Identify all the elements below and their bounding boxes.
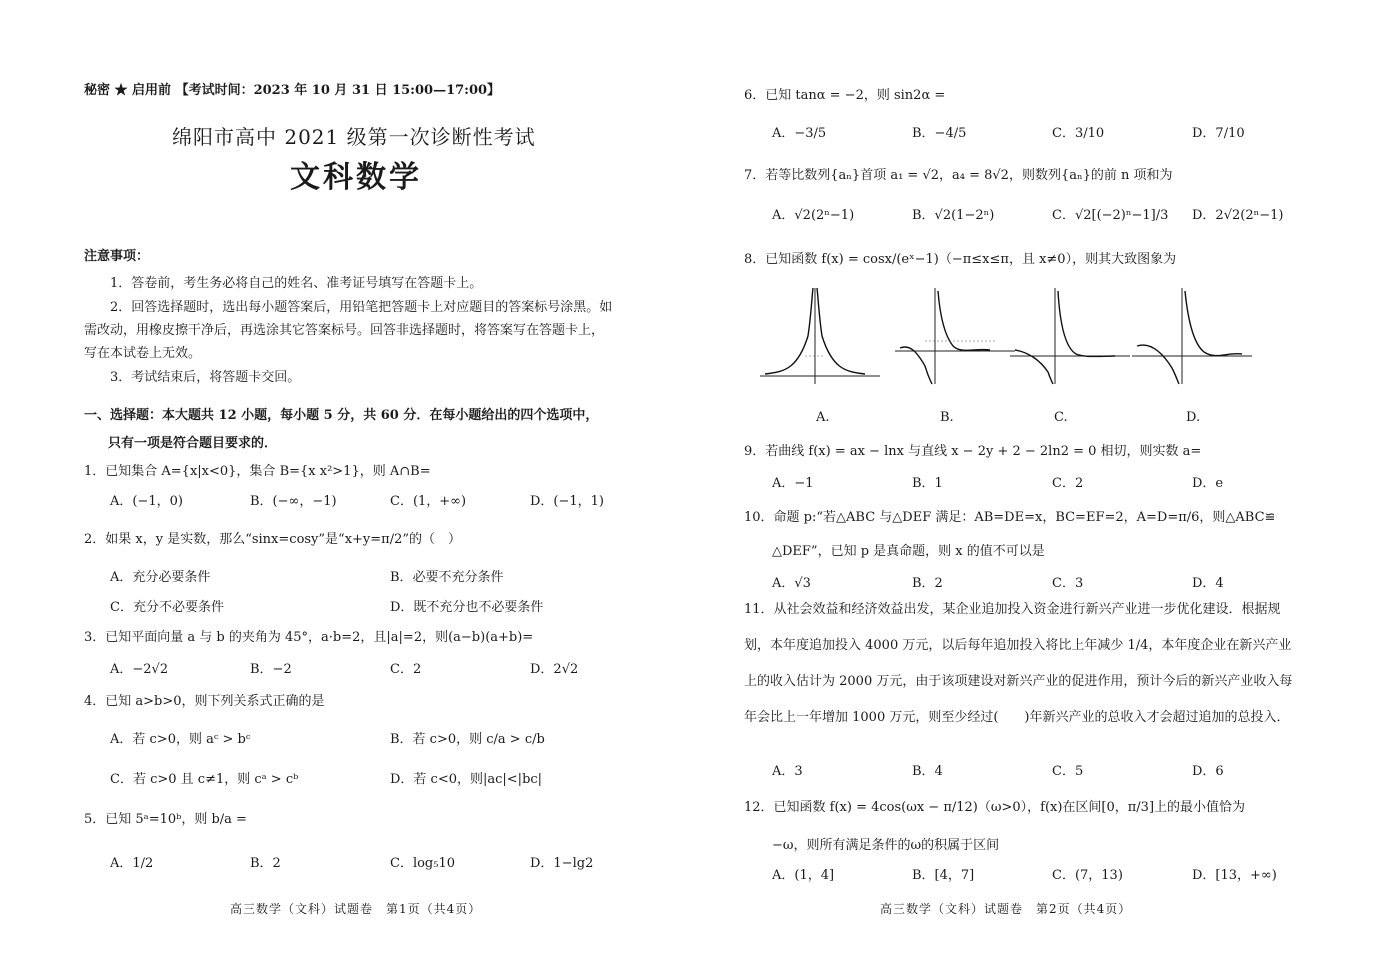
q9-option-a: A．−1 [772,476,814,491]
question-12-line2: −ω，则所有满足条件的ω的积属于区间 [772,838,1000,853]
question-2: 2．如果 x，y 是实数，那么“sinx=cosy”是“x+y=π/2”的（ ） [84,532,462,547]
section-heading-line1: 一、选择题：本大题共 12 小题，每小题 5 分，共 60 分．在每小题给出的四个选项中， [84,408,599,423]
notice-heading: 注意事项： [84,249,150,264]
q3-option-c: C．2 [390,662,422,677]
question-5: 5．已知 5ᵃ=10ᵇ，则 b/a = [84,812,247,827]
q5-option-c: C．log₅10 [390,856,456,871]
section-heading-line2: 只有一项是符合题目要求的． [108,436,278,451]
q10-option-c: C．3 [1052,576,1084,591]
question-10-line1: 10．命题 p:“若△ABC 与△DEF 满足：AB=DE=x，BC=EF=2，A=D=π/6，则△ABC≌ [744,510,1276,525]
q4-option-c: C．若 c>0 且 c≠1，则 cᵃ > cᵇ [110,772,299,787]
q12-option-b: B．[4，7] [912,868,975,883]
q8-label-b: B. [940,410,954,425]
confidential-header: 秘密 ★ 启用前 【考试时间：2023 年 10 月 31 日 15:00—17:00】 [84,83,501,98]
q3-option-b: B．−2 [250,662,292,677]
q9-option-c: C．2 [1052,476,1084,491]
question-4: 4．已知 a>b>0，则下列关系式正确的是 [84,694,325,709]
q6-option-d: D．7/10 [1192,126,1245,141]
q5-option-a: A．1/2 [110,856,154,871]
question-6: 6．已知 tanα = −2，则 sin2α = [744,88,946,103]
question-9: 9．若曲线 f(x) = ax − lnx 与直线 x − 2y + 2 − 2ln2 = 0 相切，则实数 a= [744,444,1202,459]
q12-option-a: A．(1，4] [772,868,835,883]
q1-option-d: D．(−1，1) [530,494,605,509]
exam-subtitle: 绵阳市高中 2021 级第一次诊断性考试 [172,125,536,149]
q4-option-d: D．若 c<0，则|ac|<|bc| [390,772,543,787]
left-page [80,0,740,971]
q7-option-d: D．2√2(2ⁿ−1) [1192,208,1284,223]
q7-option-a: A．√2(2ⁿ−1) [772,208,855,223]
q8-label-c: C. [1054,410,1068,425]
page-footer-1: 高三数学（文科）试题卷 第1页（共4页） [230,902,482,916]
q8-graph-d [1132,286,1257,386]
q6-option-a: A．−3/5 [772,126,827,141]
exam-title: 文科数学 [290,160,422,195]
q9-option-b: B．1 [912,476,943,491]
q1-option-b: B．(−∞，−1) [250,494,337,509]
q6-option-b: B．−4/5 [912,126,967,141]
q4-option-a: A．若 c>0，则 aᶜ > bᶜ [110,732,251,747]
question-12-line1: 12．已知函数 f(x) = 4cos(ωx − π/12)（ω>0），f(x)在区间[0，π/3]上的最小值恰为 [744,800,1246,815]
q2-option-d: D．既不充分也不必要条件 [390,600,544,615]
q10-option-b: B．2 [912,576,943,591]
q11-option-a: A．3 [772,764,803,779]
q9-option-d: D．e [1192,476,1224,491]
q3-option-d: D．2√2 [530,662,579,677]
notice-item-2: 2．回答选择题时，选出每小题答案后，用铅笔把答题卡上对应题目的答案标号涂黑。如需改动，用橡皮擦干净后，再选涂其它答案标号。回答非选择题时，将答案写在答题卡上，写在本试卷上无效。 [84,300,613,361]
question-3: 3．已知平面向量 a 与 b 的夹角为 45°，a·b=2，且|a|=2，则(a−b)(a+b)= [84,630,534,645]
question-7: 7．若等比数列{aₙ}首项 a₁ = √2，a₄ = 8√2，则数列{aₙ}的前 n 项和为 [744,168,1173,183]
q8-graph-a [760,286,885,386]
question-1: 1．已知集合 A={x|x<0}，集合 B={x x²>1}，则 A∩B= [84,464,431,479]
q10-option-d: D．4 [1192,576,1224,591]
q7-option-b: B．√2(1−2ⁿ) [912,208,995,223]
q5-option-b: B．2 [250,856,281,871]
question-11: 11．从社会效益和经济效益出发，某企业追加投入资金进行新兴产业进一步优化建设．根据规划，本年度追加投入 4000 万元，以后每年追加投入将比上年减少 1/4，本年度企业在新兴产业上的收入估计为 2000 万元，由于该项建设对新兴产业的促进作用，预计今后的新兴产业收入每年会比上一年增加 1000 万元，则至少经过( )年新兴产业的总收入才会超过追加的总投入． [744,602,1293,725]
q8-graph-c [1010,286,1135,386]
question-8: 8．已知函数 f(x) = cosx/(eˣ−1)（−π≤x≤π，且 x≠0），则其大致图象为 [744,252,1177,267]
right-page [740,0,1375,971]
q7-option-c: C．√2[(−2)ⁿ−1]/3 [1052,208,1169,223]
q6-option-c: C．3/10 [1052,126,1105,141]
notice-item-3: 3．考试结束后，将答题卡交回。 [110,370,301,385]
q10-option-a: A．√3 [772,576,811,591]
q2-option-a: A．充分必要条件 [110,570,211,585]
q8-graph-b [895,286,1020,386]
q8-label-d: D. [1186,410,1201,425]
q5-option-d: D．1−lg2 [530,856,594,871]
question-10-line2: △DEF”，已知 p 是真命题，则 x 的值不可以是 [772,544,1045,559]
q4-option-b: B．若 c>0，则 c/a > c/b [390,732,545,747]
q11-option-b: B．4 [912,764,943,779]
q8-label-a: A. [816,410,830,425]
q2-option-b: B．必要不充分条件 [390,570,504,585]
q12-option-c: C．(7，13) [1052,868,1123,883]
q1-option-a: A．(−1，0) [110,494,183,509]
q11-option-c: C．5 [1052,764,1084,779]
notice-item-1: 1．答卷前，考生务必将自己的姓名、准考证号填写在答题卡上。 [110,276,483,291]
q3-option-a: A．−2√2 [110,662,169,677]
q1-option-c: C．(1，+∞) [390,494,467,509]
q12-option-d: D．[13，+∞) [1192,868,1277,883]
q11-option-d: D．6 [1192,764,1224,779]
q2-option-c: C．充分不必要条件 [110,600,224,615]
page-footer-2: 高三数学（文科）试题卷 第2页（共4页） [880,902,1132,916]
